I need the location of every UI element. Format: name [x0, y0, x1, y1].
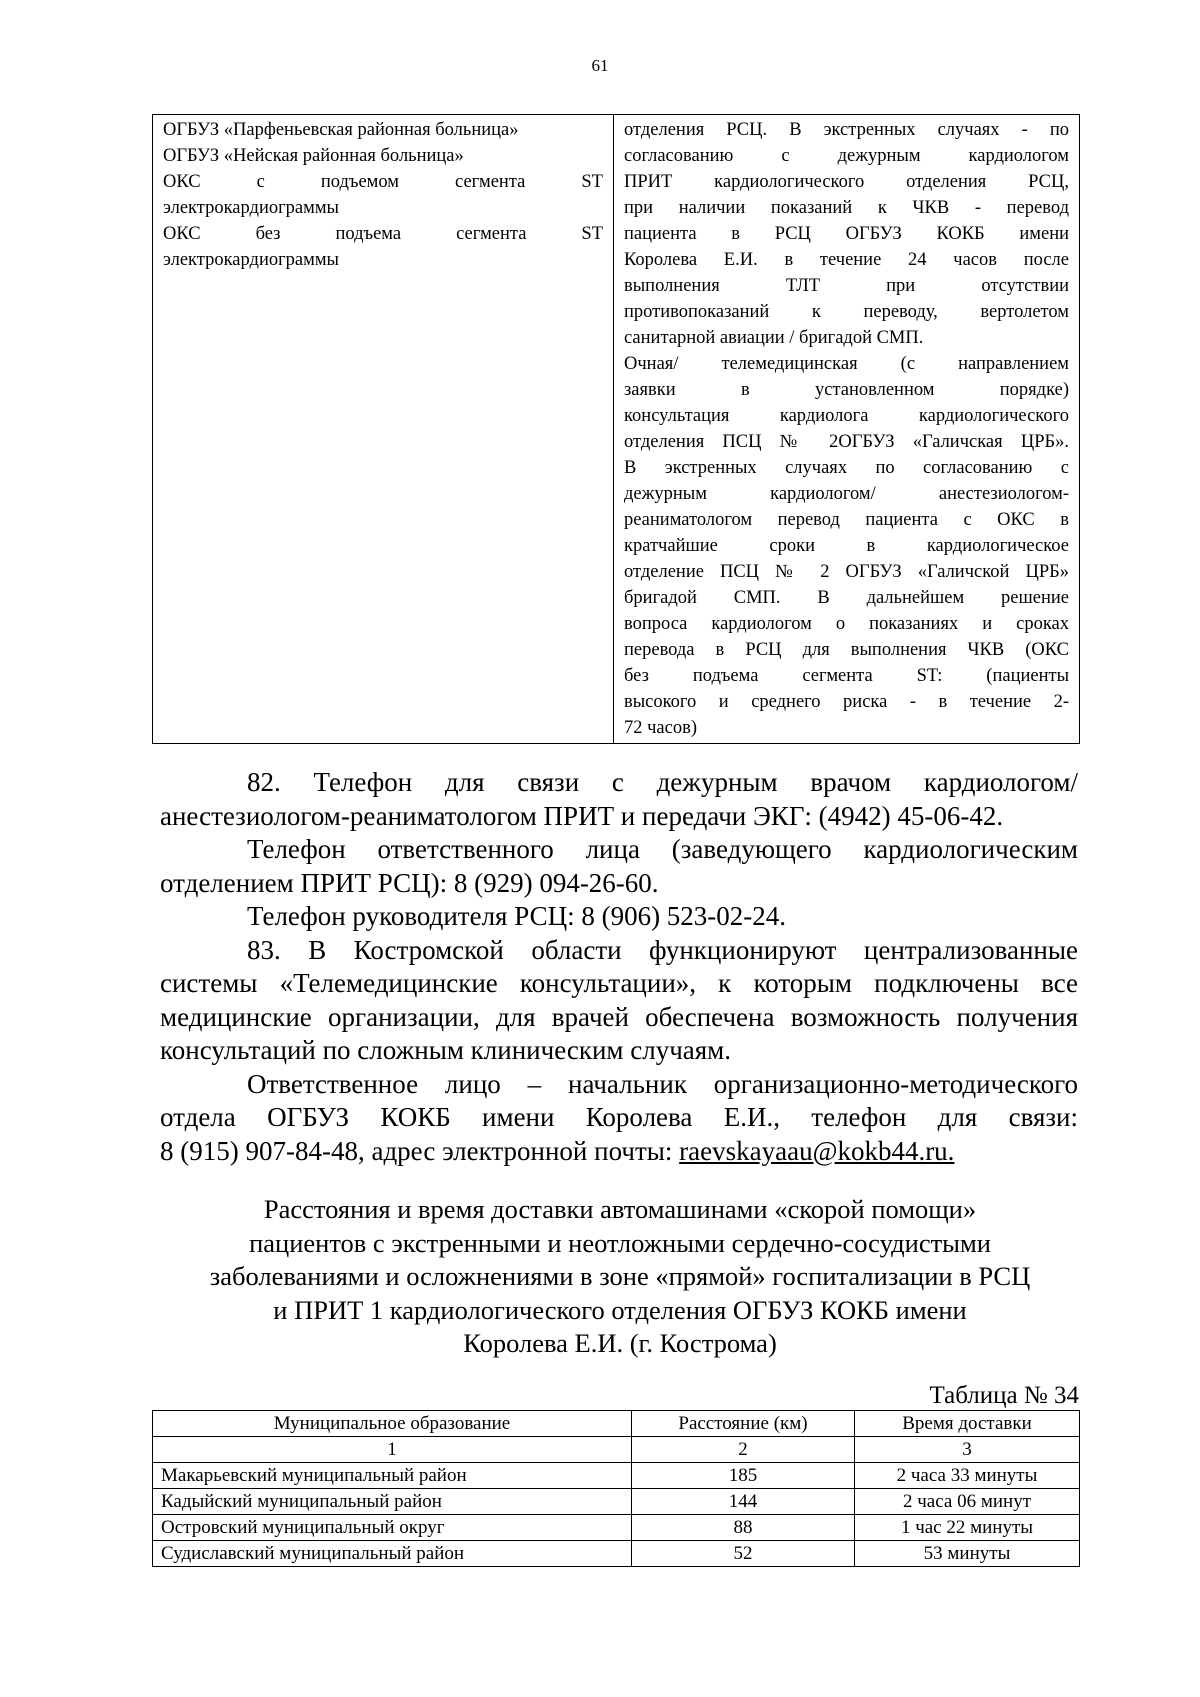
left-line: ОГБУЗ «Нейская районная больница»	[163, 146, 464, 166]
table-header-row	[153, 1411, 1080, 1437]
paragraph-83-line: медицинские организации, для врачей обеспечена возможность получения	[160, 1001, 1078, 1032]
routing-table-right-cell	[614, 115, 1080, 744]
right-line: Королева Е.И. в течение 24 часов после	[624, 250, 1069, 270]
time-cell: 2 часа 06 минут	[855, 1489, 1080, 1515]
paragraph-83-line: системы «Телемедицинские консультации», к которым подключены все	[160, 968, 1078, 998]
distance-cell: 144	[632, 1489, 855, 1515]
table-caption: Таблица № 34	[929, 1382, 1079, 1409]
right-line: Очная/ телемедицинская (с направлением	[624, 354, 1069, 374]
right-line: консультация кардиолога кардиологического	[624, 406, 1069, 426]
left-line: ОКС без подъема сегмента ST	[163, 224, 603, 244]
right-line: вопроса кардиологом о показаниях и сроках	[624, 614, 1069, 634]
page-number: 61	[591, 56, 609, 75]
distance-cell: 88	[632, 1515, 855, 1541]
right-line: противопоказаний к переводу, вертолетом	[624, 302, 1069, 322]
right-line: санитарной авиации / бригадой СМП.	[624, 328, 924, 348]
title-line: Королева Е.И. (г. Кострома)	[463, 1328, 777, 1358]
paragraph-82b-line: отделением ПРИТ РСЦ): 8 (929) 094-26-60.	[160, 867, 659, 898]
right-line: 72 часов)	[624, 718, 697, 738]
distance-cell: 185	[632, 1463, 855, 1489]
contact-prefix: 8 (915) 907-84-48, адрес электронной почты:	[160, 1135, 680, 1166]
right-line: высокого и среднего риска - в течение 2-	[624, 692, 1069, 712]
left-line: электрокардиограммы	[163, 250, 339, 270]
right-line: заявки в установленном порядке)	[624, 380, 1069, 400]
number-cell: 3	[855, 1437, 1080, 1463]
header-cell: Муниципальное образование	[153, 1411, 632, 1437]
right-line: отделения РСЦ. В экстренных случаях - по	[624, 120, 1069, 140]
title-line: и ПРИТ 1 кардиологического отделения ОГБУЗ КОКБ имени	[273, 1294, 967, 1325]
header-cell: Расстояние (км)	[632, 1411, 855, 1437]
paragraph-82c-line: Телефон руководителя РСЦ: 8 (906) 523-02-24.	[247, 901, 787, 931]
number-cell: 1	[153, 1437, 632, 1463]
routing-table	[152, 114, 1080, 744]
right-line: без подъема сегмента ST: (пациенты	[624, 666, 1069, 686]
right-line: кратчайшие сроки в кардиологическое	[624, 536, 1069, 556]
right-line: отделения ПСЦ № 2ОГБУЗ «Галичская ЦРБ».	[624, 432, 1069, 452]
table-row	[153, 1463, 1080, 1489]
body-text	[160, 766, 1078, 1168]
paragraph-83-line: 83. В Костромской области функционируют централизованные	[247, 934, 1078, 965]
right-line: реаниматологом перевод пациента с ОКС в	[624, 510, 1069, 530]
title-line: Расстояния и время доставки автомашинами «скорой помощи»	[263, 1194, 977, 1224]
right-line: ПРИТ кардиологического отделения РСЦ,	[624, 172, 1069, 192]
right-line: отделение ПСЦ № 2 ОГБУЗ «Галичской ЦРБ»	[624, 562, 1069, 582]
right-line: пациента в РСЦ ОГБУЗ КОКБ имени	[624, 224, 1069, 244]
number-cell: 2	[632, 1437, 855, 1463]
section-title	[0, 1193, 1200, 1361]
title-line: заболеваниями и осложнениями в зоне «прямой» госпитализации в РСЦ	[209, 1261, 1031, 1291]
right-line: перевода в РСЦ для выполнения ЧКВ (ОКС	[624, 640, 1069, 660]
table-row	[153, 1541, 1080, 1567]
paragraph-83b-line: Ответственное лицо – начальник организационно-методического	[247, 1068, 1078, 1099]
right-line: дежурным кардиологом/ анестезиологом-	[624, 484, 1069, 504]
left-line: ОКС с подъемом сегмента ST	[163, 172, 603, 192]
municipality-cell: Кадыйский муниципальный район	[153, 1489, 632, 1515]
delivery-table	[152, 1410, 1080, 1567]
right-line: В экстренных случаях по согласованию с	[624, 458, 1069, 478]
right-line: бригадой СМП. В дальнейшем решение	[624, 588, 1069, 608]
header-cell: Время доставки	[855, 1411, 1080, 1437]
table-row	[153, 1515, 1080, 1541]
right-line: выполнения ТЛТ при отсутствии	[624, 276, 1069, 296]
paragraph-82-line: анестезиологом-реаниматологом ПРИТ и передачи ЭКГ: (4942) 45-06-42.	[160, 800, 1004, 831]
municipality-cell: Судиславский муниципальный район	[153, 1541, 632, 1567]
routing-table-left-cell	[153, 115, 614, 744]
right-line: согласованию с дежурным кардиологом	[624, 146, 1069, 166]
municipality-cell: Макарьевский муниципальный район	[153, 1463, 632, 1489]
left-line: ОГБУЗ «Парфеньевская районная больница»	[163, 120, 519, 140]
municipality-cell: Островский муниципальный округ	[153, 1515, 632, 1541]
time-cell: 1 час 22 минуты	[855, 1515, 1080, 1541]
paragraph-83-line: консультаций по сложным клиническим случаям.	[160, 1035, 732, 1065]
time-cell: 53 минуты	[855, 1541, 1080, 1567]
paragraph-83b-line: отдела ОГБУЗ КОКБ имени Королева Е.И., телефон для связи:	[160, 1102, 1078, 1132]
paragraph-82-line: 82. Телефон для связи с дежурным врачом кардиологом/	[247, 767, 1078, 797]
paragraph-83b-line	[160, 1135, 1078, 1169]
time-cell: 2 часа 33 минуты	[855, 1463, 1080, 1489]
left-line: электрокардиограммы	[163, 198, 339, 218]
title-line: пациентов с экстренными и неотложными сердечно-сосудистыми	[249, 1227, 991, 1258]
paragraph-82b-line: Телефон ответственного лица (заведующего кардиологическим	[247, 834, 1078, 864]
table-number-row	[153, 1437, 1080, 1463]
email-link[interactable]: raevskayaau@kokb44.ru.	[679, 1135, 955, 1166]
table-row	[153, 1489, 1080, 1515]
distance-cell: 52	[632, 1541, 855, 1567]
right-line: при наличии показаний к ЧКВ - перевод	[624, 198, 1069, 218]
